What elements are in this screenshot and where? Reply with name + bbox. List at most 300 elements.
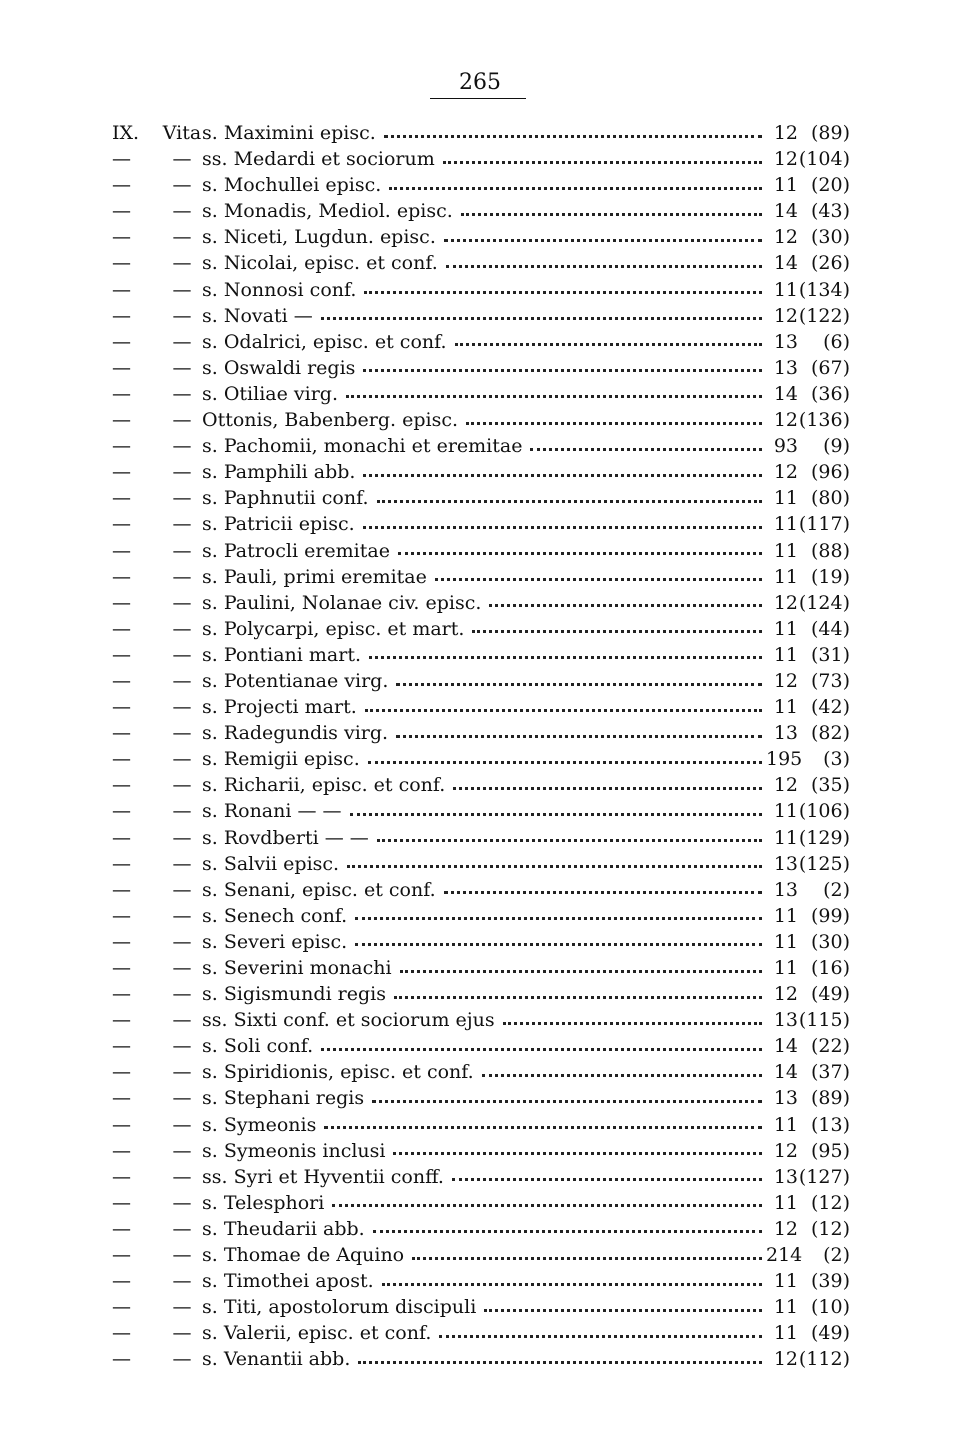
entry-section-mark: —: [112, 278, 131, 301]
entry-number: (3): [823, 748, 850, 771]
entry-section-mark: —: [112, 696, 131, 719]
entry-section-mark: —: [112, 643, 131, 666]
entry-volume: 12: [773, 1139, 798, 1162]
entry-vita-mark: —: [172, 226, 192, 249]
entry-vita-mark: —: [172, 1348, 192, 1371]
entry-vita-mark: —: [172, 513, 192, 536]
index-entry: [112, 224, 850, 250]
dot-leader: [363, 369, 762, 372]
entry-number: (117): [798, 513, 850, 536]
entry-title: s. Monadis, Mediol. episc.: [202, 200, 453, 223]
entry-vita-mark: —: [172, 617, 192, 640]
entry-number: (67): [810, 356, 850, 379]
dot-leader: [398, 552, 762, 555]
entry-section-mark: —: [112, 983, 131, 1006]
index-entry: [112, 851, 850, 877]
entry-title: s. Salvii episc.: [202, 852, 340, 875]
dot-leader: [377, 500, 762, 503]
index-entry: [112, 1268, 850, 1294]
index-entry: [112, 511, 850, 537]
entry-number: (20): [810, 174, 850, 197]
entry-section-mark: —: [112, 382, 131, 405]
entry-title: s. Venantii abb.: [202, 1348, 351, 1371]
dot-leader: [321, 317, 762, 320]
entry-vita-mark: —: [172, 487, 192, 510]
entry-section-mark: —: [112, 487, 131, 510]
entry-volume: 12: [773, 1348, 798, 1371]
entry-section-mark: —: [112, 1035, 131, 1058]
entry-number: (16): [810, 957, 850, 979]
entry-volume: 12: [773, 304, 798, 327]
index-entry: [112, 616, 850, 642]
entry-vita-mark: —: [172, 669, 192, 692]
entry-section-mark: —: [112, 435, 131, 458]
entry-number: (19): [810, 565, 850, 588]
entry-number: (89): [810, 1087, 850, 1110]
entry-volume: 11: [773, 826, 798, 849]
index-entry: [112, 1294, 850, 1320]
entry-section-mark: —: [112, 1270, 131, 1293]
entry-vita-mark: —: [172, 330, 192, 353]
entry-volume: 11: [773, 1191, 798, 1214]
index-entry: [112, 1190, 850, 1216]
index-entry: [112, 772, 850, 798]
entry-vita-mark: —: [172, 1035, 192, 1058]
entry-vita-mark: —: [172, 200, 192, 223]
entry-vita-mark: —: [172, 930, 192, 953]
entry-title: s. Maximini episc.: [202, 122, 376, 144]
index-entry: [112, 303, 850, 329]
entry-vita-mark: —: [172, 382, 192, 405]
entry-volume: 214: [766, 1244, 803, 1267]
index-entry: [112, 381, 850, 407]
entry-volume: 11: [773, 487, 798, 510]
entry-vita-mark: —: [172, 1322, 192, 1345]
index-entry: [112, 1216, 850, 1242]
dot-leader: [412, 1257, 762, 1260]
entry-vita-mark: —: [172, 1165, 192, 1188]
entry-volume: 12: [773, 983, 798, 1006]
entry-title: s. Pauli, primi eremitae: [202, 565, 427, 588]
entry-number: (112): [798, 1348, 850, 1371]
entry-title: s. Titi, apostolorum discipuli: [202, 1296, 477, 1319]
index-entry: [112, 198, 850, 224]
entry-volume: 11: [773, 513, 798, 536]
entry-volume: 13: [773, 1009, 798, 1032]
index-entry: [112, 1007, 850, 1033]
dot-leader: [444, 891, 762, 894]
entry-vita-mark: —: [172, 904, 192, 927]
entry-volume: 13: [773, 852, 798, 875]
entry-vita-mark: —: [172, 696, 192, 719]
entry-vita-mark: —: [172, 722, 192, 745]
entry-section-mark: —: [112, 148, 131, 171]
index-entry: [112, 329, 850, 355]
entry-number: (104): [798, 148, 850, 171]
entry-section-mark: —: [112, 330, 131, 353]
index-entry: [112, 929, 850, 955]
dot-leader: [373, 1230, 762, 1233]
dot-leader: [400, 970, 762, 973]
entry-vita-mark: —: [172, 878, 192, 901]
index-entry: [112, 1242, 850, 1268]
entry-section-mark: —: [112, 1217, 131, 1240]
entry-volume: 93: [773, 435, 798, 458]
dot-leader: [355, 917, 762, 920]
index-entry: [112, 825, 850, 851]
index-entry: [112, 1346, 850, 1372]
entry-title: ss. Sixti conf. et sociorum ejus: [202, 1009, 495, 1032]
dot-leader: [439, 1335, 762, 1338]
entry-number: (125): [798, 852, 850, 875]
entry-number: (35): [810, 774, 850, 797]
entry-title: s. Senani, episc. et conf.: [202, 878, 436, 901]
index-entry: [112, 981, 850, 1007]
entry-number: (129): [798, 826, 850, 849]
entry-volume: 11: [773, 1113, 798, 1136]
entry-volume: 11: [773, 930, 798, 953]
entry-volume: 12: [773, 461, 798, 484]
entry-section-mark: —: [112, 1322, 131, 1345]
dot-leader: [364, 291, 762, 294]
entry-volume: 13: [773, 1165, 798, 1188]
entry-vita-mark: —: [172, 252, 192, 275]
index-entry: [112, 1059, 850, 1085]
entry-number: (43): [810, 200, 850, 223]
entry-section-mark: —: [112, 304, 131, 327]
entry-number: (36): [810, 382, 850, 405]
dot-leader: [484, 1309, 762, 1312]
entry-volume: 13: [773, 330, 798, 353]
entry-number: (134): [798, 278, 850, 301]
entry-number: (42): [810, 696, 850, 719]
entry-vita-mark: —: [172, 356, 192, 379]
entry-title: s. Richarii, episc. et conf.: [202, 774, 446, 797]
entry-section-mark: —: [112, 957, 131, 979]
entry-vita-mark: —: [172, 1061, 192, 1084]
entry-volume: 13: [773, 722, 798, 745]
entry-vita-mark: —: [172, 461, 192, 484]
entry-volume: 11: [773, 800, 798, 823]
entry-vita-mark: —: [172, 565, 192, 588]
entry-section-mark: —: [112, 617, 131, 640]
entry-volume: 13: [773, 1087, 798, 1110]
entry-volume: 11: [773, 617, 798, 640]
entry-title: s. Odalrici, episc. et conf.: [202, 330, 447, 353]
entry-volume: 13: [773, 878, 798, 901]
entry-vita-mark: —: [172, 774, 192, 797]
dot-leader: [503, 1022, 762, 1025]
index-entry: [112, 642, 850, 668]
entry-number: (12): [810, 1191, 850, 1214]
entry-section-mark: —: [112, 904, 131, 927]
index-entry: [112, 1033, 850, 1059]
dot-leader: [461, 213, 762, 216]
dot-leader: [444, 239, 762, 242]
dot-leader: [346, 395, 762, 398]
entry-title: s. Telesphori: [202, 1191, 325, 1214]
entry-section-mark: —: [112, 1165, 131, 1188]
entry-section-mark: —: [112, 748, 131, 771]
entry-volume: 14: [773, 252, 798, 275]
entry-volume: 11: [773, 904, 798, 927]
entry-vita-mark: —: [172, 748, 192, 771]
dot-leader: [324, 1126, 762, 1129]
entry-title: s. Rovdberti — —: [202, 826, 369, 849]
entry-section-mark: —: [112, 409, 131, 432]
entry-section-mark: —: [112, 1348, 131, 1371]
entry-section-mark: —: [112, 1139, 131, 1162]
entry-title: s. Remigii episc.: [202, 748, 360, 771]
entry-vita-mark: —: [172, 1191, 192, 1214]
dot-leader: [443, 161, 762, 164]
entry-volume: 12: [773, 669, 798, 692]
index-entry: [112, 1320, 850, 1346]
entry-volume: 11: [773, 1322, 798, 1345]
entry-section-mark: —: [112, 356, 131, 379]
entry-number: (37): [810, 1061, 850, 1084]
entry-volume: 12: [773, 122, 798, 144]
entry-vita-mark: —: [172, 1217, 192, 1240]
entry-number: (2): [823, 878, 850, 901]
index-entry: [112, 120, 850, 146]
dot-leader: [363, 474, 762, 477]
entry-vita-mark: —: [172, 409, 192, 432]
entry-title: s. Polycarpi, episc. et mart.: [202, 617, 465, 640]
dot-leader: [365, 709, 762, 712]
entry-title: s. Senech conf.: [202, 904, 348, 927]
entry-title: s. Spiridionis, episc. et conf.: [202, 1061, 474, 1084]
entry-title: s. Severini monachi: [202, 957, 392, 979]
entry-number: (136): [798, 409, 850, 432]
entry-volume: 11: [773, 278, 798, 301]
dot-leader: [453, 787, 762, 790]
entry-section-mark: —: [112, 565, 131, 588]
index-entry: [112, 433, 850, 459]
index-entry: [112, 485, 850, 511]
dot-leader: [368, 761, 762, 764]
entry-section-mark: —: [112, 200, 131, 223]
entry-vita-mark: —: [172, 1087, 192, 1110]
entry-vita-mark: —: [172, 826, 192, 849]
dot-leader: [452, 1178, 762, 1181]
entry-section-mark: —: [112, 591, 131, 614]
entry-number: (80): [810, 487, 850, 510]
entry-title: s. Oswaldi regis: [202, 356, 356, 379]
dot-leader: [363, 526, 762, 529]
index-entry: [112, 955, 850, 981]
entry-title: s. Pamphili abb.: [202, 461, 356, 484]
entry-number: (49): [810, 983, 850, 1006]
dot-leader: [489, 604, 762, 607]
entry-title: s. Theudarii abb.: [202, 1217, 365, 1240]
dot-leader: [393, 1152, 762, 1155]
entry-volume: 12: [773, 774, 798, 797]
dot-leader: [455, 343, 762, 346]
index-entry: [112, 172, 850, 198]
dot-leader: [396, 735, 762, 738]
entry-vita-mark: —: [172, 435, 192, 458]
entry-volume: 12: [773, 591, 798, 614]
entry-section-mark: —: [112, 174, 131, 197]
index-entry: [112, 1112, 850, 1138]
entry-title: ss. Syri et Hyventii conff.: [202, 1165, 444, 1188]
dot-leader: [369, 656, 762, 659]
entry-vita-mark: —: [172, 304, 192, 327]
dot-leader: [321, 1048, 762, 1051]
dot-leader: [435, 578, 762, 581]
entry-title: s. Stephani regis: [202, 1087, 365, 1110]
entry-vita-mark: —: [172, 174, 192, 197]
entry-title: s. Niceti, Lugdun. episc.: [202, 226, 436, 249]
entry-title: s. Patricii episc.: [202, 513, 355, 536]
entry-section-mark: —: [112, 1061, 131, 1084]
entry-title: s. Valerii, episc. et conf.: [202, 1322, 432, 1345]
index-list: [112, 120, 850, 1373]
page-number-rule: [430, 98, 526, 99]
entry-title: s. Potentianae virg.: [202, 669, 389, 692]
entry-number: (99): [810, 904, 850, 927]
entry-title: s. Severi episc.: [202, 930, 348, 953]
entry-number: (13): [810, 1113, 850, 1136]
entry-title: s. Paphnutii conf.: [202, 487, 369, 510]
index-entry: [112, 1085, 850, 1111]
entry-title: s. Symeonis: [202, 1113, 317, 1136]
entry-title: s. Pontiani mart.: [202, 643, 362, 666]
dot-leader: [358, 1361, 762, 1364]
entry-vita-mark: —: [172, 1009, 192, 1032]
entry-vita-mark: —: [172, 800, 192, 823]
entry-title: s. Thomae de Aquino: [202, 1244, 405, 1267]
entry-title: s. Radegundis virg.: [202, 722, 389, 745]
dot-leader: [347, 865, 762, 868]
entry-number: (26): [810, 252, 850, 275]
entry-title: Ottonis, Babenberg. episc.: [202, 409, 459, 432]
entry-vita-mark: —: [172, 148, 192, 171]
dot-leader: [382, 1283, 762, 1286]
entry-section-mark: —: [112, 1113, 131, 1136]
index-entry: [112, 746, 850, 772]
entry-number: (9): [823, 435, 850, 458]
dot-leader: [389, 187, 762, 190]
index-entry: [112, 720, 850, 746]
entry-number: (44): [810, 617, 850, 640]
entry-vita-mark: —: [172, 1139, 192, 1162]
dot-leader: [377, 839, 762, 842]
entry-section-mark: —: [112, 878, 131, 901]
entry-volume: 195: [766, 748, 803, 771]
page-number: 265: [459, 70, 501, 95]
entry-volume: 11: [773, 1270, 798, 1293]
index-entry: [112, 798, 850, 824]
index-entry: [112, 355, 850, 381]
dot-leader: [446, 265, 762, 268]
entry-vita-mark: —: [172, 539, 192, 562]
entry-title: s. Nicolai, episc. et conf.: [202, 252, 438, 275]
entry-number: (49): [810, 1322, 850, 1345]
entry-title: s. Symeonis inclusi: [202, 1139, 386, 1162]
entry-volume: 11: [773, 643, 798, 666]
entry-volume: 11: [773, 565, 798, 588]
entry-title: ss. Medardi et sociorum: [202, 148, 435, 171]
entry-section-mark: IX.: [112, 122, 140, 144]
entry-title: s. Soli conf.: [202, 1035, 314, 1058]
entry-number: (115): [798, 1009, 850, 1032]
entry-section-mark: —: [112, 722, 131, 745]
entry-section-mark: —: [112, 826, 131, 849]
entry-number: (88): [810, 539, 850, 562]
index-entry: [112, 250, 850, 276]
entry-number: (2): [823, 1244, 850, 1267]
dot-leader: [466, 422, 762, 425]
entry-section-mark: —: [112, 513, 131, 536]
dot-leader: [482, 1074, 762, 1077]
entry-number: (73): [810, 669, 850, 692]
entry-number: (10): [810, 1296, 850, 1319]
entry-title: s. Ronani — —: [202, 800, 342, 823]
entry-number: (122): [798, 304, 850, 327]
entry-section-mark: —: [112, 1296, 131, 1319]
entry-number: (106): [798, 800, 850, 823]
entry-number: (95): [810, 1139, 850, 1162]
entry-vita-mark: —: [172, 1244, 192, 1267]
entry-section-mark: —: [112, 1087, 131, 1110]
dot-leader: [372, 1100, 762, 1103]
entry-volume: 13: [773, 356, 798, 379]
entry-section-mark: —: [112, 539, 131, 562]
entry-section-mark: —: [112, 930, 131, 953]
entry-number: (12): [810, 1217, 850, 1240]
entry-vita-mark: Vita: [162, 122, 202, 144]
index-entry: [112, 1164, 850, 1190]
entry-number: (96): [810, 461, 850, 484]
dot-leader: [332, 1204, 762, 1207]
index-entry: [112, 538, 850, 564]
index-entry: [112, 564, 850, 590]
entry-section-mark: —: [112, 1009, 131, 1032]
entry-volume: 14: [773, 200, 798, 223]
entry-vita-mark: —: [172, 591, 192, 614]
entry-section-mark: —: [112, 852, 131, 875]
index-entry: [112, 668, 850, 694]
entry-number: (22): [810, 1035, 850, 1058]
index-entry: [112, 903, 850, 929]
index-entry: [112, 277, 850, 303]
dot-leader: [384, 135, 762, 138]
index-entry: [112, 1138, 850, 1164]
entry-vita-mark: —: [172, 643, 192, 666]
entry-number: (30): [810, 930, 850, 953]
entry-title: s. Novati —: [202, 304, 313, 327]
entry-title: s. Projecti mart.: [202, 696, 357, 719]
index-entry: [112, 459, 850, 485]
index-entry: [112, 407, 850, 433]
entry-section-mark: —: [112, 1244, 131, 1267]
entry-volume: 11: [773, 696, 798, 719]
dot-leader: [350, 813, 762, 816]
entry-vita-mark: —: [172, 278, 192, 301]
entry-title: s. Nonnosi conf.: [202, 278, 357, 301]
entry-vita-mark: —: [172, 852, 192, 875]
entry-title: s. Mochullei episc.: [202, 174, 382, 197]
entry-number: (6): [823, 330, 850, 353]
entry-vita-mark: —: [172, 983, 192, 1006]
entry-section-mark: —: [112, 461, 131, 484]
dot-leader: [396, 683, 762, 686]
entry-title: s. Otiliae virg.: [202, 382, 338, 405]
entry-number: (30): [810, 226, 850, 249]
entry-section-mark: —: [112, 226, 131, 249]
